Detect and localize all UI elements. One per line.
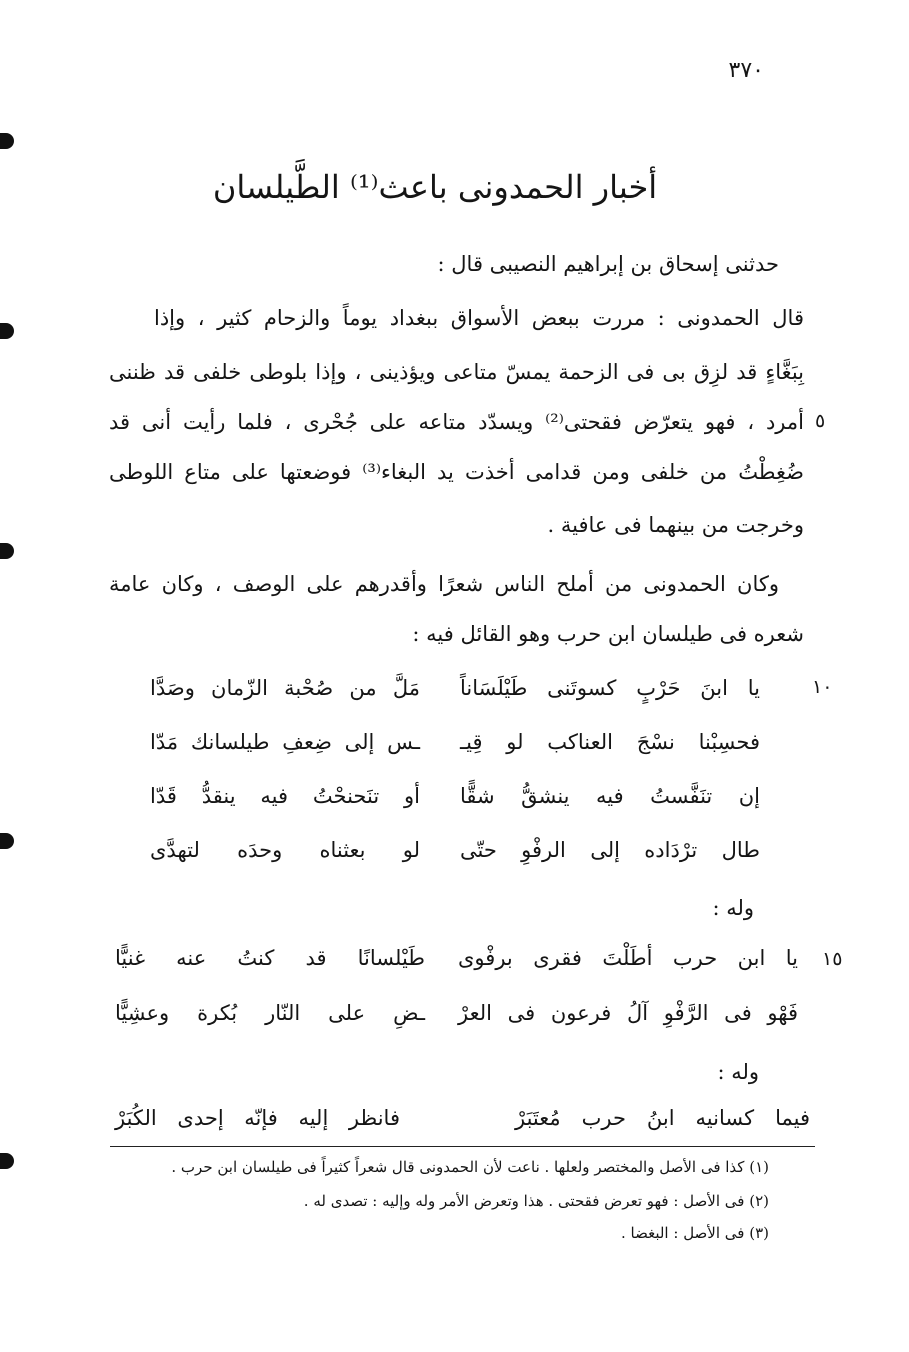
prose-line: شعره فى طيلسان ابن حرب وهو القائل فيه : bbox=[412, 622, 804, 646]
footnote: (١) كذا فى الأصل والمختصر ولعلها . ناعت لأن الحمدونى قال شعراً كثيراً فى طيلسان ابن حرب . bbox=[171, 1158, 769, 1176]
prose-line: وكان الحمدونى من أملح الناس شعرًا وأقدرهم على الوصف ، وكان عامة bbox=[109, 572, 779, 596]
verse-hemistich-second: مَلَّ من صُحْبة الزّمان وصَدَّا bbox=[150, 676, 420, 700]
verse-hemistich-first: فَهْو فى الرَّفْوِ آلُ فرعون فى العرْ bbox=[458, 1001, 798, 1025]
verse-hemistich-first: يا ابنَ حَرْبٍ كسوتَنى طَيْلَسَاناً bbox=[460, 676, 760, 700]
prose-line: حدثنى إسحاق بن إبراهيم النصيبى قال : bbox=[437, 252, 779, 276]
margin-mark bbox=[0, 323, 14, 339]
margin-mark bbox=[0, 833, 14, 849]
verse-hemistich-second: طَيْلسانًا قد كنتُ عنه غنيًّا bbox=[115, 946, 425, 970]
verse-hemistich-first: إن تنَفَّستُ فيه ينشقُّ شقًّا bbox=[460, 784, 760, 808]
footnote: (٣) فى الأصل : البغضا . bbox=[620, 1224, 769, 1242]
verse-hemistich-first: فيما كسانيه ابنُ حرب مُعتَبَرْ bbox=[515, 1106, 810, 1130]
line-number: ١٠ bbox=[812, 676, 833, 698]
page-title: أخبار الحمدونى باعث⁽¹⁾ الطَّيلسان bbox=[212, 168, 658, 206]
prose-line: بِبَغَّاءٍ قد لزِق بى فى الزحمة يمسّ متاعى ويؤذينى ، وإذا بلوطى خلفى قد ظننى bbox=[109, 360, 804, 384]
verse-intro: وله : bbox=[712, 896, 754, 920]
verse-hemistich-first: فحسِبْنا نسْجَ العناكب لو قِيـ bbox=[460, 730, 760, 754]
margin-mark bbox=[0, 1153, 14, 1169]
prose-line: قال الحمدونى : مررت ببعض الأسواق ببغداد يوماً والزحام كثير ، وإذا bbox=[154, 306, 804, 330]
prose-line: أمرد ، فهو يتعرّض فقحتى⁽²⁾ ويسدّد متاعه على جُحْرى ، فلما رأيت أنى قد bbox=[109, 410, 804, 434]
verse-hemistich-second: ـس إلى ضِعفِ طيلسانك مَدّا bbox=[150, 730, 420, 754]
prose-line: ضُغِطْتُ من خلفى ومن قدامى أخذت يد البغاء⁽³⁾ فوضعتها على متاع اللوطى bbox=[109, 460, 805, 484]
footnote: (٢) فى الأصل : فهو تعرض فقحتى . هذا وتعرض الأمر وله وإليه : تصدى له . bbox=[303, 1192, 769, 1210]
prose-line: وخرجت من بينهما فى عافية . bbox=[547, 513, 804, 537]
footnote-divider bbox=[110, 1146, 815, 1147]
verse-hemistich-second: أو تنَحنحْتُ فيه ينقدُّ قَدّا bbox=[150, 784, 420, 808]
verse-hemistich-first: طال ترْدَاده إلى الرفْوِ حتّى bbox=[460, 838, 760, 862]
line-number: ٥ bbox=[815, 410, 826, 432]
verse-intro: وله : bbox=[717, 1060, 759, 1084]
page-number: ٣٧٠ bbox=[728, 58, 764, 83]
verse-hemistich-second: فانظر إليه فإنّه إحدى الكُبَرْ bbox=[115, 1106, 400, 1130]
line-number: ١٥ bbox=[822, 948, 843, 970]
verse-hemistich-second: ـضِ على النّار بُكرة وعشِيًّا bbox=[115, 1001, 425, 1025]
margin-mark bbox=[0, 133, 14, 149]
verse-hemistich-second: لو بعثناه وحدَه لتهدَّى bbox=[150, 838, 420, 862]
verse-hemistich-first: يا ابن حرب أطَلْتَ فقرى برفْوى bbox=[458, 946, 798, 970]
margin-mark bbox=[0, 543, 14, 559]
